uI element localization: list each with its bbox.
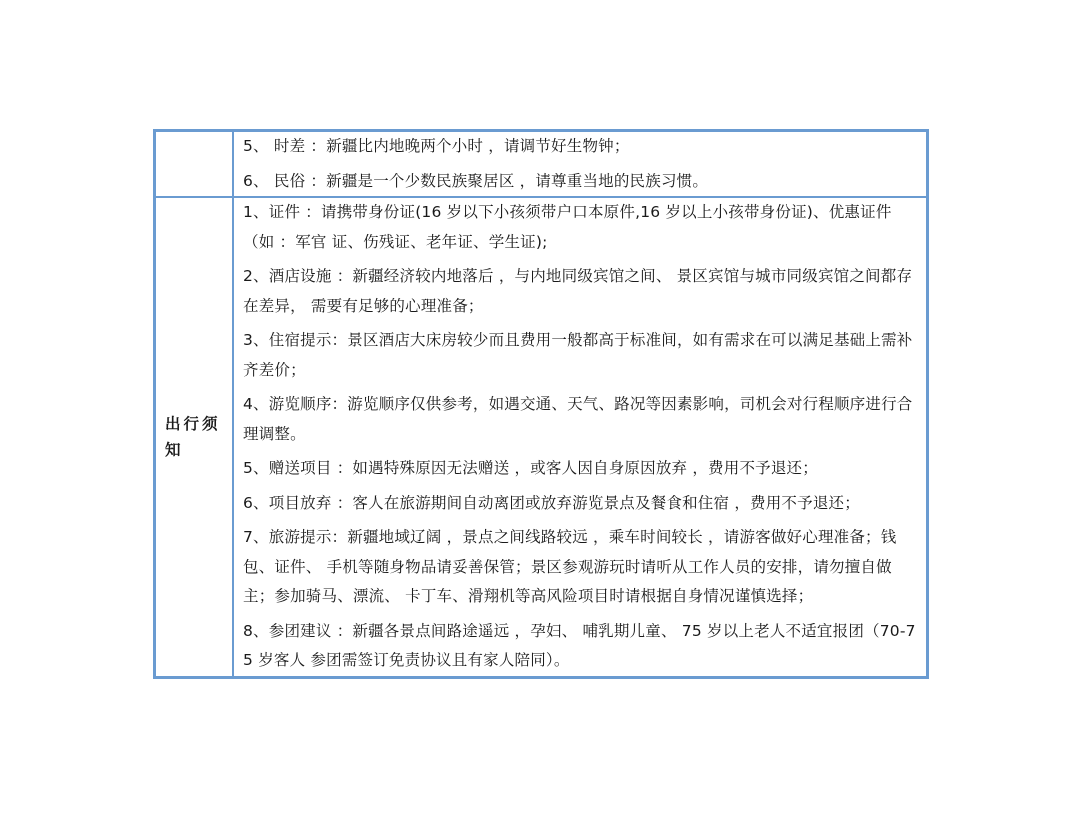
list-item-accommodation-tips: 3、住宿提示：景区酒店大床房较少而且费用一般都高于标准间，如有需求在可以满足基础上需补齐差价；	[243, 331, 913, 379]
row-label-cell-notice	[155, 197, 234, 677]
table-row-tips-continued	[155, 131, 928, 198]
list-item-tour-order: 4、游览顺序：游览顺序仅供参考，如遇交通、天气、路况等因素影响，司机会对行程顺序进行合理调整。	[243, 395, 913, 443]
row-label-cell-empty	[155, 131, 234, 198]
list-item-hotel-facilities: 2、酒店设施 ：新疆经济较内地落后 ，与内地同级宾馆之间、 景区宾馆与城市同级宾馆之间都存在差异， 需要有足够的心理准备；	[243, 267, 913, 315]
notice-content-cell	[233, 197, 928, 677]
list-item-time-difference: 5、 时差 ：新疆比内地晚两个小时 ，请调节好生物钟；	[243, 137, 630, 155]
travel-notice-label: 出行须知	[165, 414, 221, 459]
tips-content-cell	[233, 131, 928, 198]
table-row-travel-notice	[155, 197, 928, 677]
list-item-travel-tips: 7、旅游提示：新疆地域辽阔 ，景点之间线路较远 ，乘车时间较长 ，请游客做好心理准备；钱包、证件、 手机等随身物品请妥善保管；景区参观游玩时请听从工作人员的安排，请勿擅自做主；参加骑马、漂流、 卡丁车、滑翔机等高风险项目时请根据自身情况谨慎选择；	[243, 528, 897, 605]
list-item-group-advice: 8、参团建议 ：新疆各景点间路途遥远 ，孕妇、 哺乳期儿童、 75 岁以上老人不适宜报团（70-75 岁客人 参团需签订免责协议且有家人陪同）。	[243, 621, 916, 669]
list-item-complimentary-items: 5、赠送项目 ：如遇特殊原因无法赠送 ，或客人因自身原因放弃 ，费用不予退还；	[243, 459, 818, 477]
list-item-documents: 1、证件 ：请携带身份证(16 岁以下小孩须带户口本原件,16 岁以上小孩带身份证)、优惠证件（如 ：军官 证、伤残证、老年证、学生证);	[243, 203, 892, 251]
travel-notice-table	[153, 129, 929, 679]
list-item-customs: 6、 民俗 ：新疆是一个少数民族聚居区 ，请尊重当地的民族习惯。	[243, 171, 709, 190]
list-item-item-abandonment: 6、项目放弃 ：客人在旅游期间自动离团或放弃游览景点及餐食和住宿 ，费用不予退还；	[243, 493, 860, 512]
